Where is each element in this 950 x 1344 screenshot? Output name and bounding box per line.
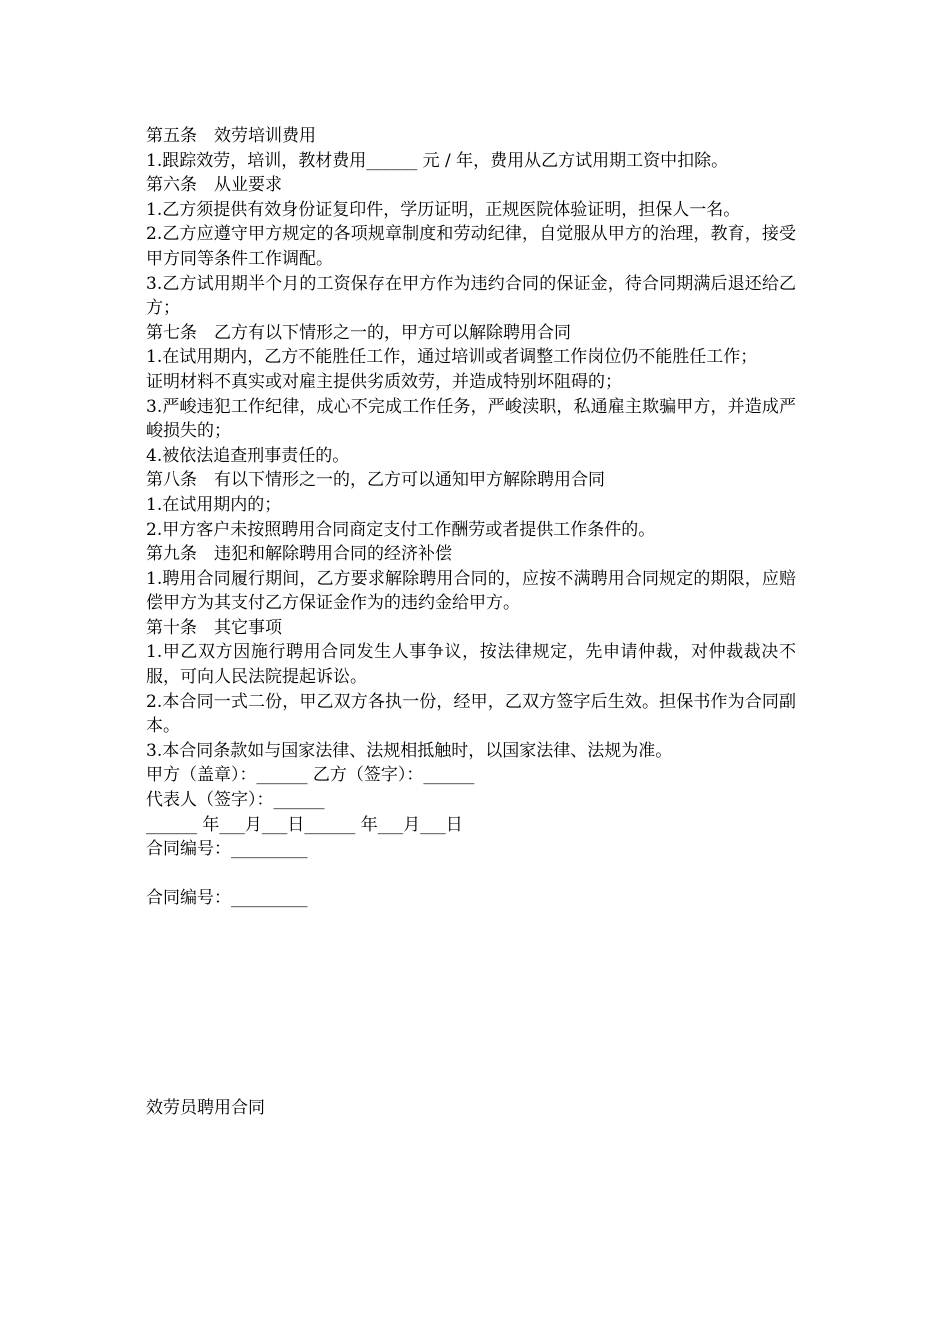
article-8-item-1: 1.在试用期内的； <box>146 494 282 515</box>
article-7-heading: 第七条 乙方有以下情形之一的，甲方可以解除聘用合同 <box>146 322 571 343</box>
article-6-heading: 第六条 从业要求 <box>146 175 282 196</box>
contract-number: 合同编号：_________ <box>146 839 308 860</box>
article-7-item-3: 3.严峻违犯工作纪律，成心不完成工作任务，严峻渎职，私通雇主欺骗甲方，并造成严峻损失的； <box>146 396 796 442</box>
contract-body <box>146 124 796 911</box>
article-6-item-3: 3.乙方试用期半个月的工资保存在甲方作为违约合同的保证金，待合同期满后退还给乙方； <box>146 273 796 319</box>
article-5-heading: 第五条 效劳培训费用 <box>146 126 316 146</box>
article-7-item-4: 4.被依法追查刑事责任的。 <box>146 445 350 466</box>
article-10-item-2: 2.本合同一式二份，甲乙双方各执一份，经甲，乙双方签字后生效。担保书作为合同副本。 <box>146 691 796 737</box>
article-10-item-1: 1.甲乙双方因施行聘用合同发生人事争议，按法律规定，先申请仲裁，对仲裁裁决不服，可向人民法院提起诉讼。 <box>146 642 796 688</box>
article-5-item-1: 1.跟踪效劳，培训，教材费用______ 元 / 年，费用从乙方试用期工资中扣除。 <box>146 150 729 171</box>
representative-signature-line: 代表人（签字）：______ <box>146 790 325 811</box>
article-10-item-3: 3.本合同条款如与国家法律、法规相抵触时，以国家法律、法规为准。 <box>146 740 673 761</box>
date-line: ______ 年___月___日______ 年___月___日 <box>146 814 463 835</box>
article-9-heading: 第九条 违犯和解除聘用合同的经济补偿 <box>146 544 452 565</box>
article-7-item-1: 1.在试用期内，乙方不能胜任工作，通过培训或者调整工作岗位仍不能胜任工作； <box>146 347 758 368</box>
article-9-item-1: 1.聘用合同履行期间，乙方要求解除聘用合同的，应按不满聘用合同规定的期限，应赔偿甲方为其支付乙方保证金作为的违约金给甲方。 <box>146 568 796 614</box>
article-6-item-2: 2.乙方应遵守甲方规定的各项规章制度和劳动纪律，自觉服从甲方的治理，教育，接受甲方同等条件工作调配。 <box>146 224 796 269</box>
article-7-item-2: 证明材料不真实或对雇主提供劣质效劳，并造成特别坏阻碍的； <box>146 371 622 392</box>
article-8-item-2: 2.甲方客户未按照聘用合同商定支付工作酬劳或者提供工作条件的。 <box>146 519 656 540</box>
party-signature-line: 甲方（盖章）：______ 乙方（签字）：______ <box>146 765 475 786</box>
spacer <box>146 862 796 887</box>
article-6-item-1: 1.乙方须提供有效身份证复印件，学历证明，正规医院体验证明，担保人一名。 <box>146 199 741 220</box>
next-document-title: 效劳员聘用合同 <box>146 1098 265 1118</box>
article-8-heading: 第八条 有以下情形之一的，乙方可以通知甲方解除聘用合同 <box>146 470 605 491</box>
contract-number-repeat: 合同编号：_________ <box>146 888 308 909</box>
article-10-heading: 第十条 其它事项 <box>146 617 282 638</box>
